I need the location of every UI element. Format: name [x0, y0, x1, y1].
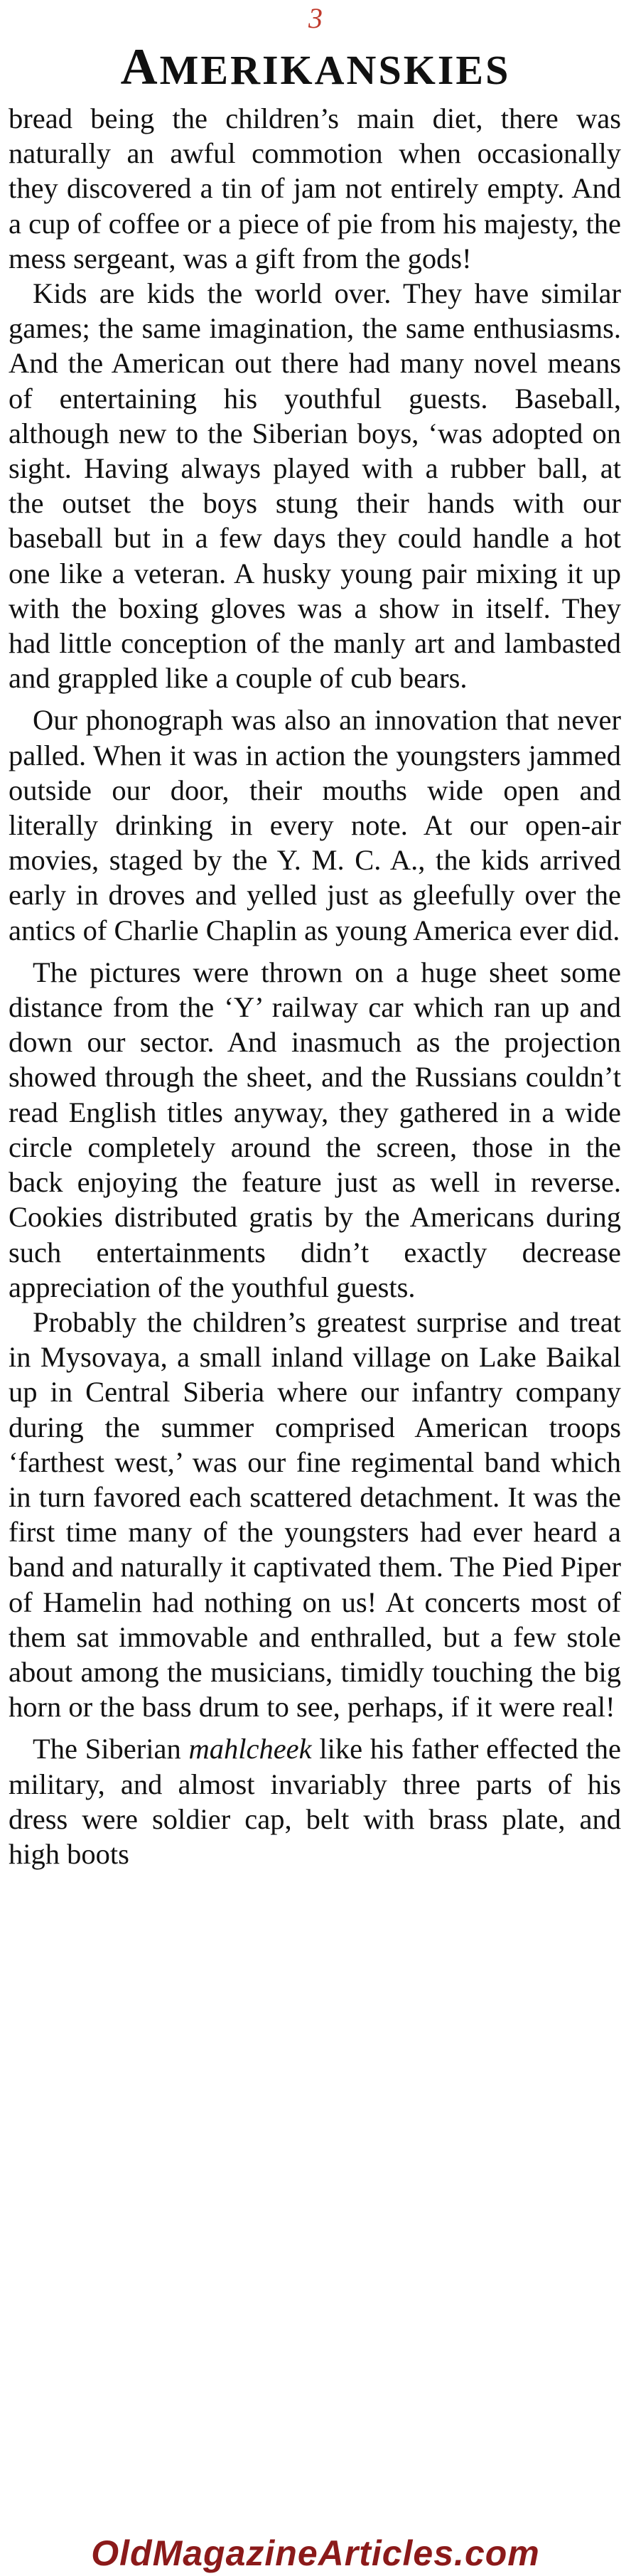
watermark-link[interactable]: OldMagazineArticles.com [91, 2533, 540, 2573]
paragraph-1: bread being the children’s main diet, there was naturally an awful commotion when occasionally they discovered a tin of jam not entirely empty. And a cup of coffee or a piece of pie from his majesty, the mess sergeant, was a gift from the gods! [9, 102, 621, 274]
paragraph-6 [9, 1731, 621, 1871]
paragraph-5: Probably the children’s greatest surprise and treat in Mysovaya, a small inland village on Lake Baikal up in Central Siberia where our infantry company during the summer comprised American troops ‘farthest west,’ was our fine regimental band which in turn favored each scattered detachment. It was the first time many of the youngsters had ever heard a band and naturally it captivated them. The Pied Piper of Hamelin had nothing on us! At concerts most of them sat immovable and enthralled, but a few stole about among the musicians, timidly touching the big horn or the bass drum to see, perhaps, if it were real! [9, 1305, 621, 1723]
title-initial: A [120, 38, 160, 95]
paragraph-2: Kids are kids the world over. They have similar games; the same imagination, the same enthusiasms. And the American out there had many novel means of entertaining his youthful guests. Baseball, although new to the Siberian boys, ‘was adopted on sight. Having always played with a rubber ball, at the outset the boys stung their hands with our baseball but in a few days they could handle a hot one like a veteran. A husky young pair mixing it up with the boxing gloves was a show in itself. They had little conception of the manly art and lambasted and grappled like a couple of cub bears. [9, 277, 621, 695]
paragraph-6-start: The Siberian [33, 1733, 189, 1765]
paragraph-4: The pictures were thrown on a huge sheet some distance from the ‘Y’ railway car which ran up and down our sector. And inasmuch as the projection showed through the sheet, and the Russians couldn’t read English titles anyway, they gathered in a wide circle completely around the screen, those in the back enjoying the feature just as well in reverse. Cookies distributed gratis by the Americans during such entertainments didn’t exactly decrease appreciation of the youthful guests. [9, 956, 621, 1303]
paragraph-6-italic-word: mahlcheek [188, 1733, 312, 1765]
article-body [9, 101, 621, 1871]
title-rest: MERIKANSKIES [159, 47, 511, 93]
page-number: 3 [308, 2, 323, 34]
paragraph-6-end: like his father effected the military, and almost invariably three parts of his dress were soldier cap, belt with brass plate, and high boots [9, 1733, 621, 1870]
paragraph-3: Our phonograph was also an innovation that never palled. When it was in action the youngsters jammed outside our door, their mouths wide open and literally drinking in every note. At our open-air movies, staged by the Y. M. C. A., the kids arrived early in droves and yelled just as gleefully over the antics of Charlie Chaplin as young America ever did. [9, 704, 621, 946]
article-title [0, 37, 631, 100]
